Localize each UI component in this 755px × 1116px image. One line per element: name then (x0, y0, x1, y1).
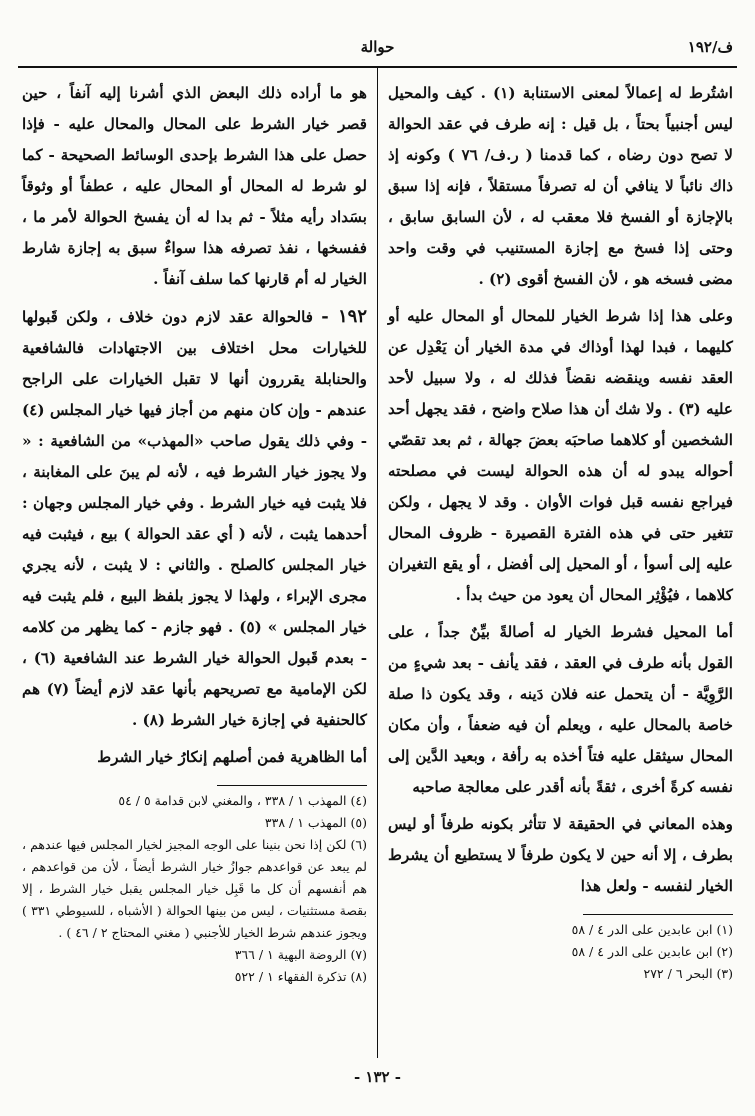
footnote: (٨) تذكرة الفقهاء ١ / ٥٢٢ (234, 969, 367, 984)
footnotes (388, 919, 733, 985)
section-reference: ف/١٩٢ (687, 38, 733, 56)
footnote-separator (583, 914, 733, 915)
section-text: فالحوالة عقد لازم دون خلاف ، ولكن قَبولها للخيارات محل اختلاف بين الاجتهادات فالشافعية والحنابلة يقررون أنها لا تقبل الخيارات على الراجح عندهم - وإن كان منهم من أجاز فيها خيار المجلس (٤) - وفي ذلك يقول صاحب «المهذب» من الشافعية : « ولا يجوز خيار الشرط فيه ، لأنه لم يبنَ على المغابنة ، فلا يثبت فيه خيار الشرط . وفي خيار المجلس وجهان : أحدهما يثبت ، لأنه ( أي عقد الحوالة ) بيع ، فيثبت فيه خيار المجلس كالصلح . والثاني : لا يثبت ، لأنه يجري مجرى الإبراء ، ولهذا لا يجوز بلفظ البيع ، فلم يثبت فيه خيار المجلس » (٥) . فهو جازم - كما يظهر من كلامه - بعدم قَبول الحوالة خيار الشرط عند الشافعية (٦) ، لكن الإمامية مع تصريحهم بأنها عقد لازم أيضاً (٧) هم كالحنفية في إجازة خيار الشرط (٨) . (22, 308, 367, 729)
book-page (18, 30, 737, 1096)
left-column (22, 78, 367, 988)
footnote: (٤) المهذب ١ / ٣٣٨ ، والمغني لابن قدامة ٥ / ٥٤ (118, 793, 367, 808)
page-number: - ١٣٢ - (353, 1068, 402, 1086)
column-divider (377, 68, 378, 1058)
footnote-separator (217, 785, 367, 786)
footnote: (٧) الروضة البهية ١ / ٣٦٦ (234, 947, 367, 962)
two-column-body (18, 68, 737, 1058)
section-number: ١٩٢ - (321, 306, 367, 327)
footnote: (٦) لكن إذا نحن بنينا على الوجه المجيز لخيار المجلس فيها عندهم ، لم يبعد عن قواعدهم جوازُ خيار الشرط أيضاً ، لأن من قواعدهم ، هم أنفسهم أن كل ما قَبِل خيار المجلس يقبل خيار الشرط ، إلا بقصة مستثنيات ، ليس من بينها الحوالة ( الأشباه ، للسيوطي ٣٣١ ) ويجوز عندهم شرط الخيار للأجنبي ( مغني المحتاج ٢ / ٤٦ ) . (22, 837, 367, 940)
footnote: (٣) البحر ٦ / ٢٧٢ (643, 966, 733, 981)
paragraph: وهذه المعاني في الحقيقة لا تتأثر بكونه طرفاً أو ليس بطرف ، إلا أنه حين لا يكون طرفاً لا يستطيع أن يشرط الخيار لنفسه - ولعل هذا (388, 815, 733, 895)
running-header (18, 30, 737, 68)
footnote: (٢) ابن عابدين على الدر ٤ / ٥٨ (571, 944, 733, 959)
paragraph: وعلى هذا إذا شرط الخيار للمحال أو المحال عليه أو كليهما ، فبدا لهذا أوذاك في مدة الخيار أن يَعْدِل عن العقد نفسه وينقضه نقضاً فذلك له ، ولا سبيل لأحد عليه (٣) . ولا شك أن هذا صلاح واضح ، فقد يجهل أحد الشخصين أو كلاهما صاحبَه بعضَ جهالة ، ثم بعد تقصّي أحواله يبدو له أن هذه الحوالة ليست في مصلحته فيراجع نفسه قبل فوات الأوان . وقد لا يجهل ، ولكن تتغير حتى في هذه الفترة القصيرة - ظروف المحال عليه إلى أسوأ ، أو المحيل إلى أفضل ، أو يقع التغيران كلاهما ، فيُؤْثِر المحال أن يعود من حيث بدأ . (388, 307, 733, 604)
paragraph: هو ما أراده ذلك البعض الذي أشرنا إليه آنفاً ، حين قصر خيار الشرط على المحال والمحال عليه - فإذا حصل على هذا الشرط بإحدى الوسائط الصحيحة - كما لو شرط له المحال أو المحال عليه ، عطفاً أو وثوقاً بسَداد رأيه مثلاً - ثم بدا له أن يفسخ الحوالة لأمر ما ، ففسخها ، نفذ تصرفه هذا سواءٌ سبق به إجازة شارط الخيار له أم قارنها كما سلف آنفاً . (22, 84, 367, 288)
paragraph (22, 301, 367, 736)
paragraph: اشتُرط له إعمالاً لمعنى الاستنابة (١) . كيف والمحيل ليس أجنبياً بحتاً ، بل قيل : إنه طرف في عقد الحوالة لا تصح دون رضاه ، كما قدمنا ( ر.ف/ ٧٦ ) وكونه إذ ذاك نائباً لا ينافي أن له تصرفاً مستقلاً ، فإنه إذا سبق بالإجازة أو الفسخ فلا معقب له ، لأن السابق سابق ، وحتى إذا فسخ مع إجازة المستنيب في وقت واحد مضى فسخه هو ، لأن الفسخ أقوى (٢) . (388, 84, 733, 288)
paragraph: أما الظاهرية فمن أصلهم إنكارُ خيار الشرط (97, 748, 367, 766)
footnote: (١) ابن عابدين على الدر ٤ / ٥٨ (571, 922, 733, 937)
paragraph: أما المحيل فشرط الخيار له أصالةً بيِّنٌ جداً ، على القول بأنه طرف في العقد ، فقد يأنف - بعد شيءٍ من الرَّوِيَّة - أن يتحمل عنه فلان دَينه ، وقد يكون ذا صلة خاصة بالمحال عليه ، ويعلم أن فيه ضعفاً ، وأن مكان المحال سيثقل عليه فتاً أخذه به رأفة ، وبعيد الدَّين إلى نفسه كرةً أخرى ، ثقةً بأنه أقدر على معالجة صاحبه (388, 623, 733, 796)
footnotes (22, 790, 367, 988)
footnote: (٥) المهذب ١ / ٣٣٨ (264, 815, 367, 830)
right-column (388, 78, 733, 985)
running-title: حوالة (360, 38, 395, 56)
